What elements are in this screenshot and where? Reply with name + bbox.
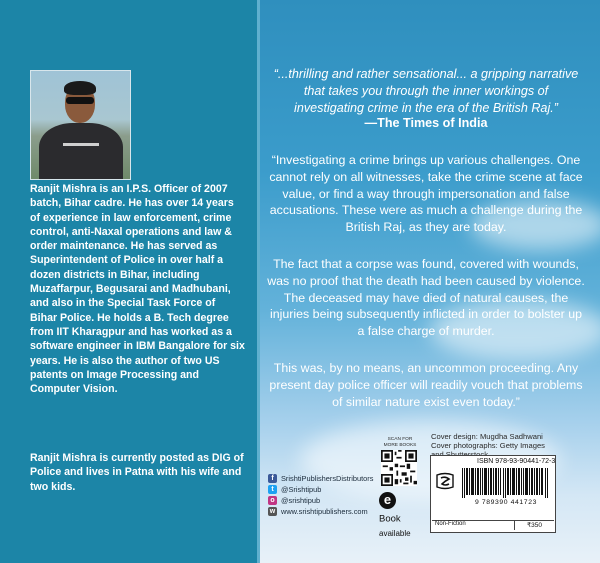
social-text: @srishtipub: [281, 496, 321, 505]
isbn-text: ISBN 978-93-90441-72-3: [477, 458, 556, 465]
social-text: SrishtiPublishersDistributors: [281, 474, 374, 483]
blurb-paragraph-2: The fact that a corpse was found, covered with wounds, was no proof that the death had been caused by violence. The deceased may have died of natural causes, the injuries being subsequently inflicted in order to bolster up a false charge of murder.: [267, 257, 585, 339]
globe-icon: w: [269, 508, 276, 515]
social-links: [268, 473, 373, 517]
qr-code[interactable]: [381, 450, 417, 486]
instagram-icon: o: [268, 496, 277, 505]
qr-label: SCAN FOR MORE BOOKS: [383, 437, 417, 448]
publisher-logo-icon: [434, 470, 456, 492]
social-twitter[interactable]: [268, 484, 373, 495]
blurb-paragraph-1: “Investigating a crime brings up various challenges. One cannot rely on all witnesses, take the crime scene at face value, or find a way through impersonation and false accusations. These were as much a challenge during the British Raj, as they are today.: [269, 153, 583, 235]
social-website[interactable]: [268, 506, 373, 517]
author-bio: Ranjit Mishra is an I.P.S. Officer of 2007 batch, Bihar cadre. He has over 14 years of experience in law enforcement, crime control, anti-Naxal operations and law & order maintenance. He has served as Superintendent of Police in over half a dozen districts in Bihar, including Muzaffarpur, Begusarai and Madhubani, and also in the Special Task Force of Bihar Police. He holds a B. Tech degree from IIT Kharagpur and has worked as a software engineer in IBM Bangalore for six years. He is also the author of two US patents on Image Processing and Computer Vision.: [30, 183, 245, 396]
price-label: ₹350: [514, 520, 554, 530]
credit-line: Cover design: Mugdha Sadhwani: [431, 432, 543, 441]
review-quote: “...thrilling and rather sensational... a gripping narrative that takes you through the inner workings of investigating crime in the era of the British Raj.”: [273, 67, 579, 115]
ebook-availability: available: [379, 529, 411, 538]
genre-label: Non-Fiction: [432, 520, 514, 530]
credit-line: Cover photographs: Getty Images: [431, 441, 545, 450]
barcode-bars: [462, 468, 548, 498]
panel-divider: [257, 0, 260, 563]
social-text: @Srishtipub: [281, 485, 322, 494]
author-current-post: Ranjit Mishra is currently posted as DIG of Police and lives in Patna with his wife and two kids.: [30, 452, 244, 493]
barcode-number: 9 789390 441723: [475, 499, 537, 506]
ebook-word: Book: [379, 513, 401, 525]
author-photo: [30, 70, 131, 180]
blurb-paragraph-3: This was, by no means, an uncommon proceeding. Any present day police officer will readily vouch that problems of similar nature exist even today.”: [269, 361, 583, 409]
facebook-icon: f: [268, 474, 277, 483]
ebook-icon: e: [379, 492, 396, 509]
review-source: —The Times of India: [364, 116, 488, 130]
social-facebook[interactable]: [268, 473, 373, 484]
social-instagram[interactable]: [268, 495, 373, 506]
social-text: www.srishtipublishers.com: [281, 507, 368, 516]
twitter-icon: t: [268, 485, 277, 494]
ebook-available-mark: [379, 492, 421, 538]
